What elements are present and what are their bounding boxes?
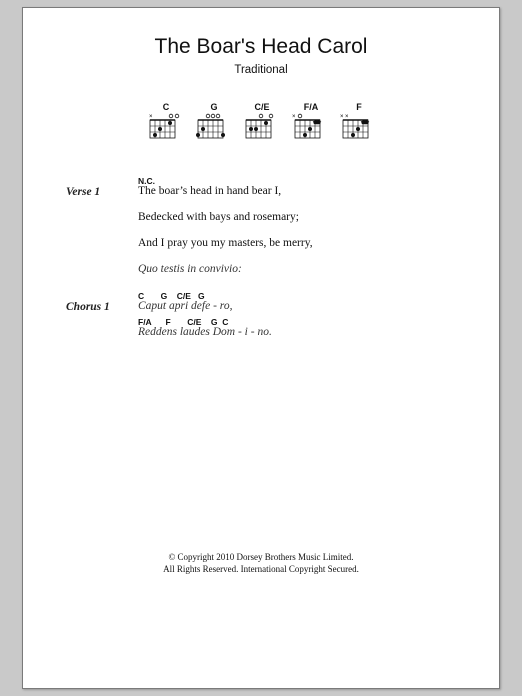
chord-diagram-c — [146, 102, 186, 142]
chord-grid-f-over-a — [291, 112, 331, 144]
chord-diagram-g — [194, 102, 234, 142]
verse1-line-1: The boar’s head in hand bear I, — [138, 185, 282, 197]
svg-text:×: × — [345, 114, 349, 120]
chord-grid-f — [339, 112, 379, 144]
svg-text:×: × — [292, 114, 296, 120]
chorus1-chords-line-2: F/A F C/E G C — [138, 317, 229, 327]
chorus1-lyric-line-2: Reddens laudes Dom - i - no. — [138, 326, 272, 338]
chord-diagram-c-over-e — [242, 102, 282, 142]
copyright-notice — [23, 551, 499, 575]
verse1-label: Verse 1 — [66, 186, 101, 198]
copyright-line-1: © Copyright 2010 Dorsey Brothers Music Limited. — [168, 552, 354, 562]
chorus1-chords-line-1: C G C/E G — [138, 291, 205, 301]
chorus1-label: Chorus 1 — [66, 301, 110, 313]
verse1-line-4: Quo testis in convivio: — [138, 263, 242, 275]
chord-name: G — [210, 102, 218, 112]
chord-diagram-f-over-a — [291, 102, 331, 142]
chord-grid-g — [194, 112, 234, 144]
chorus1-lyric-line-1: Caput apri defe - ro, — [138, 300, 233, 312]
chord-diagram-f — [339, 102, 379, 142]
chord-name: F/A — [303, 102, 319, 112]
copyright-line-2: All Rights Reserved. International Copyright Secured. — [163, 564, 359, 574]
song-title: The Boar's Head Carol — [154, 35, 368, 58]
svg-text:×: × — [149, 114, 153, 120]
verse1-line-3: And I pray you my masters, be merry, — [138, 237, 313, 249]
svg-text:×: × — [340, 114, 344, 120]
chord-name: C — [162, 102, 170, 112]
chord-name: F — [356, 102, 362, 112]
chord-grid-c — [146, 112, 186, 144]
verse1-nc: N.C. — [138, 176, 155, 186]
chord-name: C/E — [254, 102, 270, 112]
verse1-line-2: Bedecked with bays and rosemary; — [138, 211, 299, 223]
chord-grid-c-over-e — [242, 112, 282, 144]
sheet-page — [22, 7, 500, 689]
song-composer: Traditional — [234, 64, 288, 76]
